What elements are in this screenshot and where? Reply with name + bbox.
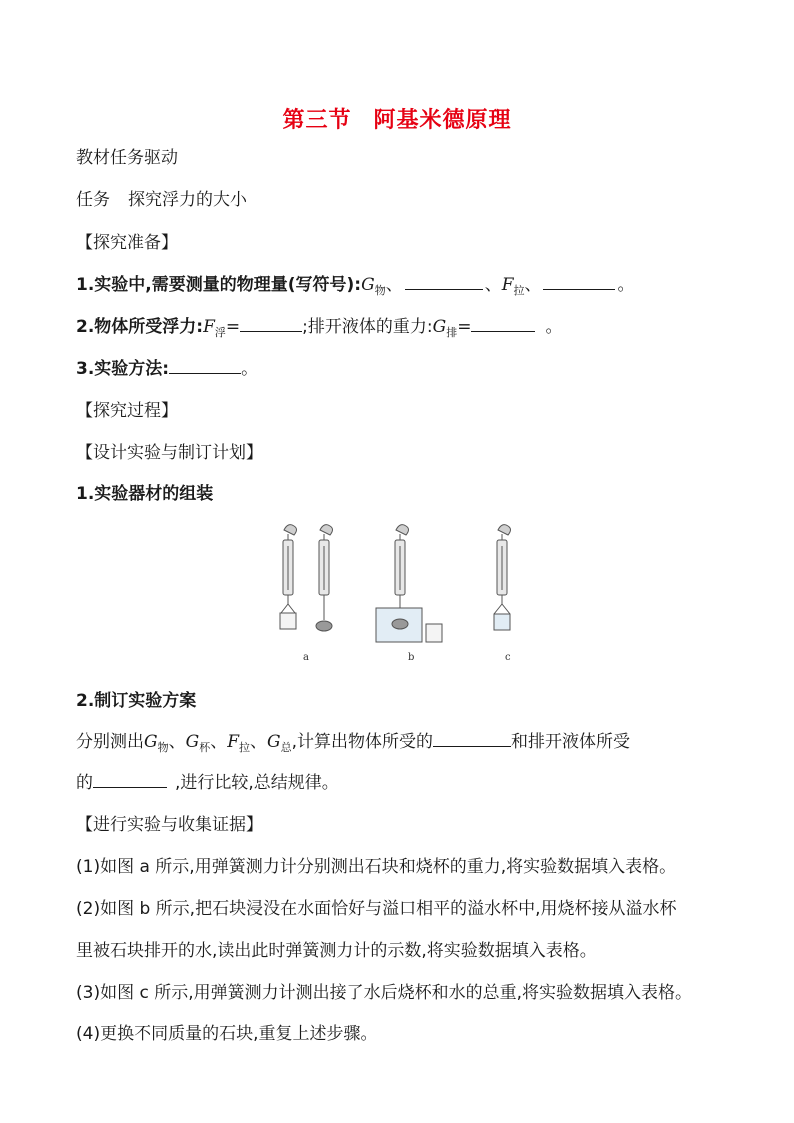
spring-scale-a1 bbox=[280, 525, 297, 629]
question-1 bbox=[76, 273, 634, 299]
step-4: (4)更换不同质量的石块,重复上述步骤。 bbox=[76, 1024, 378, 1044]
q2-blank-2[interactable] bbox=[471, 315, 535, 332]
subheading-1: 1.实验器材的组装 bbox=[76, 484, 214, 504]
q1-blank-2[interactable] bbox=[543, 273, 615, 290]
step-2: (2)如图 b 所示,把石块浸没在水面恰好与溢口相平的溢水杯中,用烧杯接从溢水杯 bbox=[76, 899, 677, 919]
plan-blank-1[interactable] bbox=[433, 730, 511, 747]
q1-symbol-g: G bbox=[361, 275, 375, 295]
spring-scale-c bbox=[494, 525, 511, 630]
plan-sep: 、 bbox=[168, 732, 186, 752]
plan-blank-2[interactable] bbox=[93, 771, 167, 788]
task-line bbox=[76, 188, 247, 212]
plan-line-1 bbox=[76, 730, 630, 756]
q2-blank-1[interactable] bbox=[240, 315, 302, 332]
section-process: 【探究过程】 bbox=[76, 401, 178, 421]
experiment-illustration bbox=[268, 520, 528, 650]
experiment-figure bbox=[268, 520, 528, 668]
plan-mid: ,计算出物体所受的 bbox=[291, 732, 433, 752]
spring-scale-a2 bbox=[316, 525, 333, 631]
q1-subscript-f: 拉 bbox=[513, 284, 525, 297]
figure-label-c: c bbox=[505, 652, 511, 663]
page-title bbox=[0, 103, 794, 134]
q2-text: 2.物体所受浮力: bbox=[76, 317, 204, 337]
section-experiment: 【进行实验与收集证据】 bbox=[76, 815, 263, 835]
plan-symbol: G bbox=[144, 732, 158, 752]
q2-symbol-f: F bbox=[203, 317, 215, 337]
subheading-2: 2.制订实验方案 bbox=[76, 691, 197, 711]
section-design: 【设计实验与制订计划】 bbox=[76, 443, 263, 463]
plan-subscript: 拉 bbox=[238, 741, 250, 754]
plan-symbol: F bbox=[227, 732, 239, 752]
plan-sep: 、 bbox=[249, 732, 267, 752]
title-text: 阿基米德原理 bbox=[373, 108, 512, 133]
q1-symbol-f: F bbox=[501, 275, 514, 295]
q3-end: 。 bbox=[241, 359, 259, 379]
plan-line2-end: ,进行比较,总结规律。 bbox=[175, 773, 339, 793]
q1-sep: 、 bbox=[484, 275, 502, 295]
q2-equals: = bbox=[457, 317, 472, 337]
q1-end: 。 bbox=[617, 275, 635, 295]
plan-prefix: 分别测出 bbox=[76, 732, 144, 752]
q1-blank-1[interactable] bbox=[405, 273, 483, 290]
task-name: 探究浮力的大小 bbox=[128, 190, 247, 210]
figure-label-a: a bbox=[303, 652, 309, 663]
q3-blank[interactable] bbox=[169, 357, 241, 374]
task-label: 任务 bbox=[76, 190, 110, 210]
q3-text: 3.实验方法: bbox=[76, 359, 170, 379]
question-3 bbox=[76, 357, 258, 381]
plan-sep: 、 bbox=[210, 732, 228, 752]
step-3: (3)如图 c 所示,用弹簧测力计测出接了水后烧杯和水的总重,将实验数据填入表格。 bbox=[76, 983, 693, 1003]
q1-text: 1.实验中,需要测量的物理量(写符号): bbox=[76, 275, 362, 295]
plan-line2-prefix: 的 bbox=[76, 773, 93, 793]
plan-mid2: 和排开液体所受 bbox=[510, 732, 630, 752]
q2-symbol-g: G bbox=[432, 317, 447, 337]
q1-sep: 、 bbox=[385, 275, 403, 295]
q2-mid: ;排开液体的重力: bbox=[302, 317, 433, 337]
q1-subscript-g: 物 bbox=[374, 284, 386, 297]
plan-subscript: 物 bbox=[157, 741, 169, 754]
section-prep: 【探究准备】 bbox=[76, 233, 178, 253]
q2-subscript-g: 排 bbox=[446, 326, 458, 339]
question-2 bbox=[76, 315, 562, 341]
spring-scale-b bbox=[376, 525, 442, 642]
plan-subscript: 杯 bbox=[199, 741, 211, 754]
step-1: (1)如图 a 所示,用弹簧测力计分别测出石块和烧杯的重力,将实验数据填入表格。 bbox=[76, 857, 677, 877]
plan-subscript: 总 bbox=[280, 741, 292, 754]
figure-label-b: b bbox=[408, 652, 415, 663]
plan-symbol: G bbox=[185, 732, 200, 752]
q2-end: 。 bbox=[545, 317, 563, 337]
step-2-cont: 里被石块排开的水,读出此时弹簧测力计的示数,将实验数据填入表格。 bbox=[76, 941, 597, 961]
q2-subscript-f: 浮 bbox=[214, 326, 226, 339]
q2-equals: = bbox=[225, 317, 241, 337]
title-section-number: 第三节 bbox=[282, 108, 352, 133]
textbook-heading: 教材任务驱动 bbox=[76, 148, 178, 168]
q1-sep: 、 bbox=[524, 275, 542, 295]
plan-line-2 bbox=[76, 771, 339, 795]
plan-symbol: G bbox=[266, 732, 281, 752]
